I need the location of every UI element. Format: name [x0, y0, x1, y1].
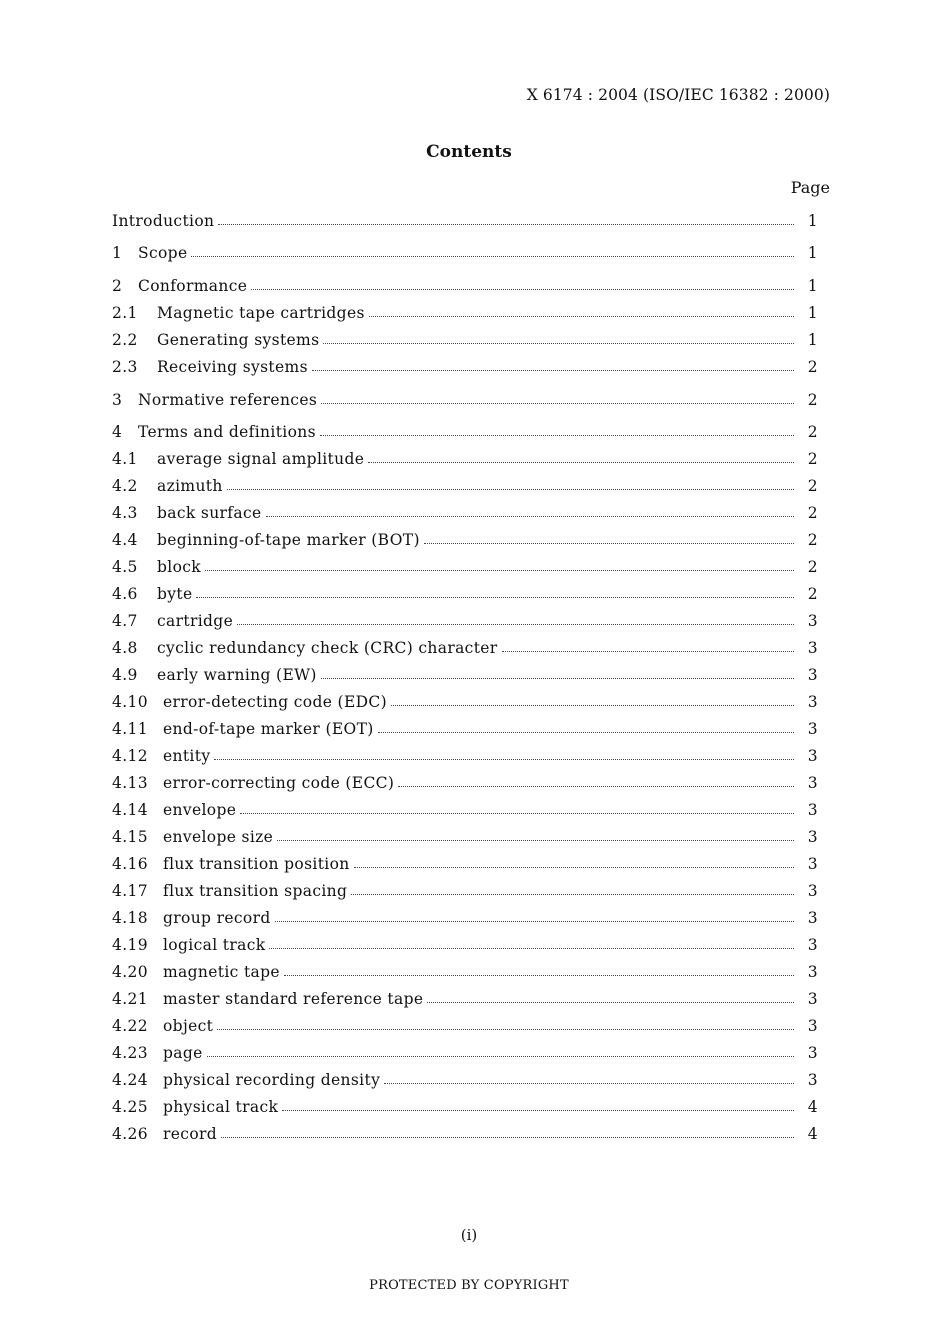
- toc-dot-leader: [427, 1002, 793, 1003]
- toc-entry-title: object: [163, 1017, 214, 1035]
- toc-entry: [112, 554, 818, 576]
- toc-entry-title: flux transition spacing: [163, 882, 348, 900]
- toc-dot-leader: [269, 948, 793, 949]
- toc-entry: [112, 1040, 818, 1062]
- toc-dot-leader: [502, 651, 794, 652]
- toc-entry: [112, 608, 818, 630]
- toc-entry-title: entity: [163, 747, 211, 765]
- toc-entry: [112, 797, 818, 819]
- toc-entry-page: 3: [807, 828, 818, 846]
- toc-entry-number: 4.7: [112, 612, 138, 630]
- toc-dot-leader: [275, 921, 794, 922]
- toc-entry-title: Normative references: [138, 391, 318, 409]
- toc-entry: [112, 662, 818, 684]
- toc-entry: [112, 327, 818, 349]
- toc-entry-page: 3: [807, 720, 818, 738]
- toc-dot-leader: [320, 435, 794, 436]
- toc-entry: [112, 300, 818, 322]
- toc-entry-page: 3: [807, 990, 818, 1008]
- toc-entry: [112, 689, 818, 711]
- toc-entry-page: 1: [807, 212, 818, 230]
- toc-entry-number: 2.2: [112, 331, 138, 349]
- toc-entry-number: 4.4: [112, 531, 138, 549]
- toc-entry-title: physical track: [163, 1098, 279, 1116]
- toc-entry-number: 4.21: [112, 990, 148, 1008]
- toc-entry: [112, 716, 818, 738]
- toc-entry-title: byte: [157, 585, 193, 603]
- toc-entry: [112, 878, 818, 900]
- toc-entry-number: 4.11: [112, 720, 148, 738]
- toc-entry-title: error-correcting code (ECC): [163, 774, 395, 792]
- toc-dot-leader: [424, 543, 794, 544]
- page-number: (i): [460, 1226, 478, 1244]
- toc-entry-page: 3: [807, 1071, 818, 1089]
- toc-dot-leader: [398, 786, 793, 787]
- toc-entry-title: end-of-tape marker (EOT): [163, 720, 374, 738]
- toc-entry-number: 4.1: [112, 450, 138, 468]
- toc-entry-page: 2: [807, 391, 818, 409]
- toc-entry-number: 4.17: [112, 882, 148, 900]
- toc-entry-page: 3: [807, 963, 818, 981]
- toc-dot-leader: [284, 975, 794, 976]
- contents-title: Contents: [426, 142, 512, 162]
- toc-entry-number: 4.12: [112, 747, 148, 765]
- toc-dot-leader: [207, 1056, 794, 1057]
- toc-entry-number: 4.25: [112, 1098, 148, 1116]
- toc-dot-leader: [266, 516, 794, 517]
- toc-entry: [112, 959, 818, 981]
- toc-entry-number: 1: [112, 244, 123, 262]
- toc-entry-title: Generating systems: [157, 331, 320, 349]
- toc-entry-number: 4.8: [112, 639, 138, 657]
- toc-entry-page: 2: [807, 504, 818, 522]
- toc-entry: [112, 527, 818, 549]
- toc-dot-leader: [218, 224, 793, 225]
- toc-dot-leader: [191, 256, 793, 257]
- toc-dot-leader: [321, 403, 794, 404]
- document-id-header: X 6174 : 2004 (ISO/IEC 16382 : 2000): [526, 86, 830, 104]
- toc-entry-number: 2.1: [112, 304, 138, 322]
- toc-entry-page: 1: [807, 244, 818, 262]
- toc-entry: [112, 473, 818, 495]
- toc-entry: [112, 1013, 818, 1035]
- toc-entry: [112, 208, 818, 230]
- toc-entry-page: 3: [807, 639, 818, 657]
- toc-dot-leader: [369, 316, 794, 317]
- toc-entry-title: average signal amplitude: [157, 450, 365, 468]
- toc-entry-title: page: [163, 1044, 203, 1062]
- toc-entry-number: 4.9: [112, 666, 138, 684]
- toc-entry-title: master standard reference tape: [163, 990, 424, 1008]
- toc-entry-title: group record: [163, 909, 271, 927]
- toc-entry: [112, 851, 818, 873]
- toc-entry-title: logical track: [163, 936, 266, 954]
- toc-entry-number: 4.13: [112, 774, 148, 792]
- toc-dot-leader: [196, 597, 793, 598]
- toc-entry: [112, 1067, 818, 1089]
- toc-entry-page: 3: [807, 801, 818, 819]
- toc-entry: [112, 500, 818, 522]
- toc-entry: [112, 354, 818, 376]
- toc-dot-leader: [391, 705, 794, 706]
- toc-entry: [112, 273, 818, 295]
- toc-entry-page: 4: [807, 1098, 818, 1116]
- toc-entry-title: azimuth: [157, 477, 223, 495]
- toc-entry: [112, 905, 818, 927]
- toc-entry-number: 2: [112, 277, 123, 295]
- toc-dot-leader: [240, 813, 794, 814]
- toc-entry-page: 3: [807, 855, 818, 873]
- toc-entry: [112, 446, 818, 468]
- toc-entry-number: 4.5: [112, 558, 138, 576]
- toc-entry-page: 1: [807, 304, 818, 322]
- toc-entry-page: 2: [807, 531, 818, 549]
- toc-entry-title: error-detecting code (EDC): [163, 693, 387, 711]
- page-column-label: Page: [790, 178, 830, 197]
- toc-entry-page: 3: [807, 747, 818, 765]
- toc-entry-page: 3: [807, 936, 818, 954]
- toc-entry-page: 4: [807, 1125, 818, 1143]
- toc-entry: [112, 387, 818, 409]
- toc-entry-title: flux transition position: [163, 855, 350, 873]
- toc-entry-page: 3: [807, 774, 818, 792]
- toc-entry-title: Terms and definitions: [138, 423, 316, 441]
- toc-entry-title: Scope: [138, 244, 188, 262]
- toc-entry-page: 2: [807, 477, 818, 495]
- toc-entry-title: magnetic tape: [163, 963, 280, 981]
- toc-entry-page: 2: [807, 450, 818, 468]
- toc-entry-title: envelope: [163, 801, 237, 819]
- toc-entry: [112, 824, 818, 846]
- toc-dot-leader: [205, 570, 794, 571]
- toc-entry-number: 4.3: [112, 504, 138, 522]
- toc-entry-title: beginning-of-tape marker (BOT): [157, 531, 420, 549]
- toc-entry-title: Introduction: [112, 212, 215, 230]
- toc-entry: [112, 986, 818, 1008]
- toc-dot-leader: [354, 867, 794, 868]
- toc-entry-page: 2: [807, 558, 818, 576]
- toc-dot-leader: [221, 1137, 794, 1138]
- toc-entry-number: 4.22: [112, 1017, 148, 1035]
- toc-entry-number: 3: [112, 391, 123, 409]
- toc-entry-page: 1: [807, 277, 818, 295]
- toc-entry-page: 3: [807, 882, 818, 900]
- toc-entry-number: 4.6: [112, 585, 138, 603]
- toc-entry: [112, 1121, 818, 1143]
- toc-entry-number: 4.19: [112, 936, 148, 954]
- toc-entry: [112, 770, 818, 792]
- toc-entry-title: Receiving systems: [157, 358, 308, 376]
- toc-entry-page: 3: [807, 1017, 818, 1035]
- toc-entry-number: 4.24: [112, 1071, 148, 1089]
- toc-dot-leader: [321, 678, 794, 679]
- toc-dot-leader: [351, 894, 794, 895]
- toc-entry-page: 1: [807, 331, 818, 349]
- toc-entry: [112, 1094, 818, 1116]
- toc-entry-number: 4.2: [112, 477, 138, 495]
- toc-dot-leader: [323, 343, 793, 344]
- toc-entry-number: 4.18: [112, 909, 148, 927]
- toc-entry-page: 2: [807, 585, 818, 603]
- toc-dot-leader: [384, 1083, 794, 1084]
- toc-entry-number: 4.26: [112, 1125, 148, 1143]
- toc-entry-number: 4.20: [112, 963, 148, 981]
- toc-entry: [112, 743, 818, 765]
- toc-entry-page: 3: [807, 1044, 818, 1062]
- copyright-notice: PROTECTED BY COPYRIGHT: [369, 1278, 569, 1293]
- toc-dot-leader: [217, 1029, 794, 1030]
- toc-entry-number: 4.15: [112, 828, 148, 846]
- toc-entry-title: Magnetic tape cartridges: [157, 304, 365, 322]
- toc-dot-leader: [282, 1110, 794, 1111]
- toc-entry-page: 3: [807, 909, 818, 927]
- toc-entry-title: early warning (EW): [157, 666, 317, 684]
- toc-entry-title: block: [157, 558, 202, 576]
- toc-entry-title: back surface: [157, 504, 262, 522]
- toc-entry-number: 4.10: [112, 693, 148, 711]
- toc-entry-title: cyclic redundancy check (CRC) character: [157, 639, 498, 657]
- toc-dot-leader: [277, 840, 794, 841]
- toc-entry-page: 2: [807, 358, 818, 376]
- toc-entry-number: 2.3: [112, 358, 138, 376]
- toc-entry-page: 3: [807, 693, 818, 711]
- toc-entry-number: 4.16: [112, 855, 148, 873]
- toc-entry-title: physical recording density: [163, 1071, 381, 1089]
- toc-entry: [112, 932, 818, 954]
- toc-entry: [112, 419, 818, 441]
- toc-entry: [112, 240, 818, 262]
- toc-entry-number: 4.23: [112, 1044, 148, 1062]
- toc-dot-leader: [214, 759, 793, 760]
- toc-entry-page: 3: [807, 612, 818, 630]
- toc-entry-title: cartridge: [157, 612, 234, 630]
- toc-dot-leader: [237, 624, 794, 625]
- toc-entry-page: 3: [807, 666, 818, 684]
- toc-dot-leader: [251, 289, 794, 290]
- toc-entry-title: envelope size: [163, 828, 274, 846]
- toc-entry-title: Conformance: [138, 277, 248, 295]
- toc-dot-leader: [227, 489, 794, 490]
- toc-entry-number: 4.14: [112, 801, 148, 819]
- toc-dot-leader: [312, 370, 794, 371]
- toc-dot-leader: [368, 462, 794, 463]
- toc-entry: [112, 635, 818, 657]
- toc-entry-page: 2: [807, 423, 818, 441]
- toc-entry: [112, 581, 818, 603]
- toc-entry-title: record: [163, 1125, 218, 1143]
- toc-entry-number: 4: [112, 423, 123, 441]
- toc-dot-leader: [378, 732, 794, 733]
